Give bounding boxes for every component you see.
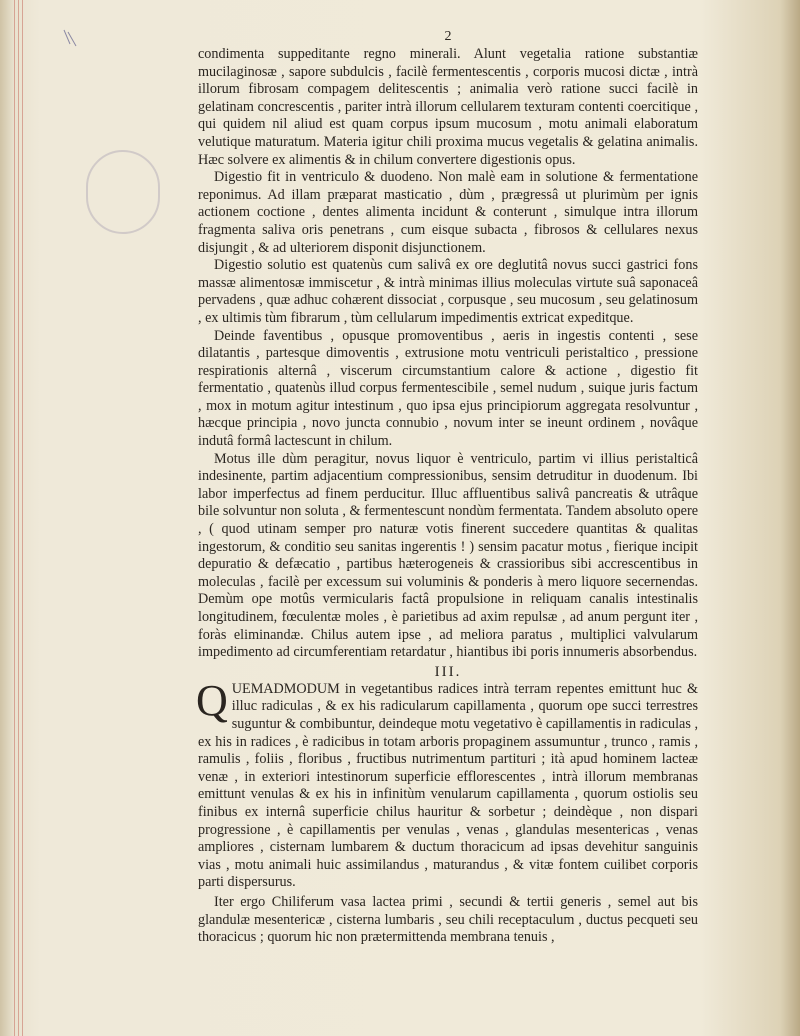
binding-edge-line — [14, 0, 15, 1036]
paragraph: Motus ille dùm peragitur, novus liquor è ventriculo, partim vi illius peristalticâ indesinente, partim adjacentium compressionibus, sensim detruditur in duodenum. Ibi labor imperfectus ad finem perducitur. Illuc affluentibus salivâ pancreatis & utrâque bile solvuntur non soluta , & fermentescunt nondùm fermentata. Tandem absoluto opere , ( quod utinam semper pro naturæ votis finerent succedere quantitas & qualitas ingestorum, & conditio seu sanitas ingerentis ! ) sensim pacatur motus , fierique incipit depuratio & defæcatio , partibus hæterogeneis & crassioribus sibi accrescentibus in moleculas , facilè per excessum sui voluminis & ponderis à mero liquore secernendas. Demùm ope motûs vermicularis factâ propulsione in reliquam canalis intestinalis longitudinem, fœculentæ moles , è parietibus ad axim repulsæ , ad anum pergunt iter , foràs eliminandæ. Chilus autem ipse , ad meliora paratus , multiplici valvularum impedimento ad circumferentiam retardatur , hiantibus ibi poris innumeris absorbendus. — [198, 450, 698, 661]
paragraph: Deinde faventibus , opusque promoventibus , aeris in ingestis contenti , sese dilatantis , partesque dimoventis , extrusione motu ventriculi peristaltico , pressione respirationis alternâ , viscerum circumstantium calore & actione , digestio fit fermentatio , quatenùs illud corpus fermentescibile , semel nudum , suique juris factum , mox in motum agitur intestinum , quo ipsa ejus principiorum aggregata resolvuntur , hæcque principia , novo juncta connubio , novum inter se ineunt ordinem , novâque indutâ formâ lactescunt in chilum. — [198, 327, 698, 450]
drop-cap-letter: Q — [196, 675, 228, 725]
faded-library-stamp — [86, 150, 160, 234]
section-heading: III. — [434, 663, 462, 680]
section-paragraph — [196, 675, 698, 892]
page-number: 2 — [444, 29, 452, 44]
paragraph: Iter ergo Chiliferum vasa lactea primi , secundi & tertii generis , semel aut bis glandulæ mesentericæ , cisterna lumbaris , seu chili receptaculum , ductus pecqueti seu thoracicus ; quorum hic non prætermittenda membrana tenuis , — [198, 893, 698, 946]
paragraph: condimenta suppeditante regno minerali. Alunt vegetalia ratione substantiæ mucilaginosæ , sapore subdulcis , facilè fermentescentis , corporis mucosi dictæ , intrà illorum fibrosam compagem delitescentis ; animalia verò ratione succi facilè in gelatinam concrescentis , pariter intrà illorum cellularem texturam contenti coercitique , qui quidem nil aliud est quam corpus ipsum mucosum , motu animali elaboratum velutique maturatum. Materia igitur chili proxima mucus vegetalis & gelatina animalis. Hæc solvere ex alimentis & in chilum convertere digestionis opus. — [198, 46, 698, 168]
pencil-mark-icon — [62, 28, 80, 48]
page-text-block — [198, 30, 698, 947]
binding-edge-line — [18, 0, 19, 1036]
binding-edge-line — [22, 0, 23, 1036]
section-paragraph-text: UEMADMODUM in vegetantibus radices intrà terram repentes emittunt huc & illuc radiculas , & ex his radicularum capillamenta , quorum ope succi terrestres suguntur & combibuntur, deindeque motu vegetativo è capillamentis in radiculas , ex his in radices , è radicibus in totam arboris propaginem assumuntur , trunco , ramis , ramulis , foliis , floribus , fructibus nutrimentum partituri ; ità apud hominem lacteæ venæ , in exteriori intestinorum superficie efflorescentes , intrà illorum membranas emittunt venulas & ex his in infinitùm venularum capillamenta , quorum ostiolis seu finibus ex internâ superficie chilus hauritur & sorbetur ; deindèque , non dispari progressione , è capillamentis per venulas , venas , glandulas mesentericas , venas ampliores , cisternam lumbarem & ductum thoracicum ad ipsas devehitur sanguinis vias , motu animali huic assimilandus , maturandus , & vitæ fontem cuilibet corporis parti dispersurus. — [198, 680, 698, 891]
paragraph: Digestio solutio est quatenùs cum salivâ ex ore deglutitâ novus succi gastrici fons massæ alimentosæ immiscetur , & intrà minimas illius moleculas virtute suâ saponaceâ pervadens , quæ adhuc cohærent dissociat , corpusque , seu mucosum , seu gelatinosum , ex ultimis tùm fibrarum , tùm cellularum impedimentis extricat expeditque. — [198, 257, 698, 326]
paragraph: Digestio fit in ventriculo & duodeno. Non malè eam in solutione & fermentatione reponimus. Ad illam præparat masticatio , dùm , prægressâ ut plurimùm per ignis actionem coctione , dentes alimenta incidunt & conterunt , simulque intra illorum fragmenta saliva oris penetrans , cum eisque subacta , fibrosos & cellulares nexus disjungit , & ad ulteriorem disponit disjunctionem. — [198, 169, 698, 256]
